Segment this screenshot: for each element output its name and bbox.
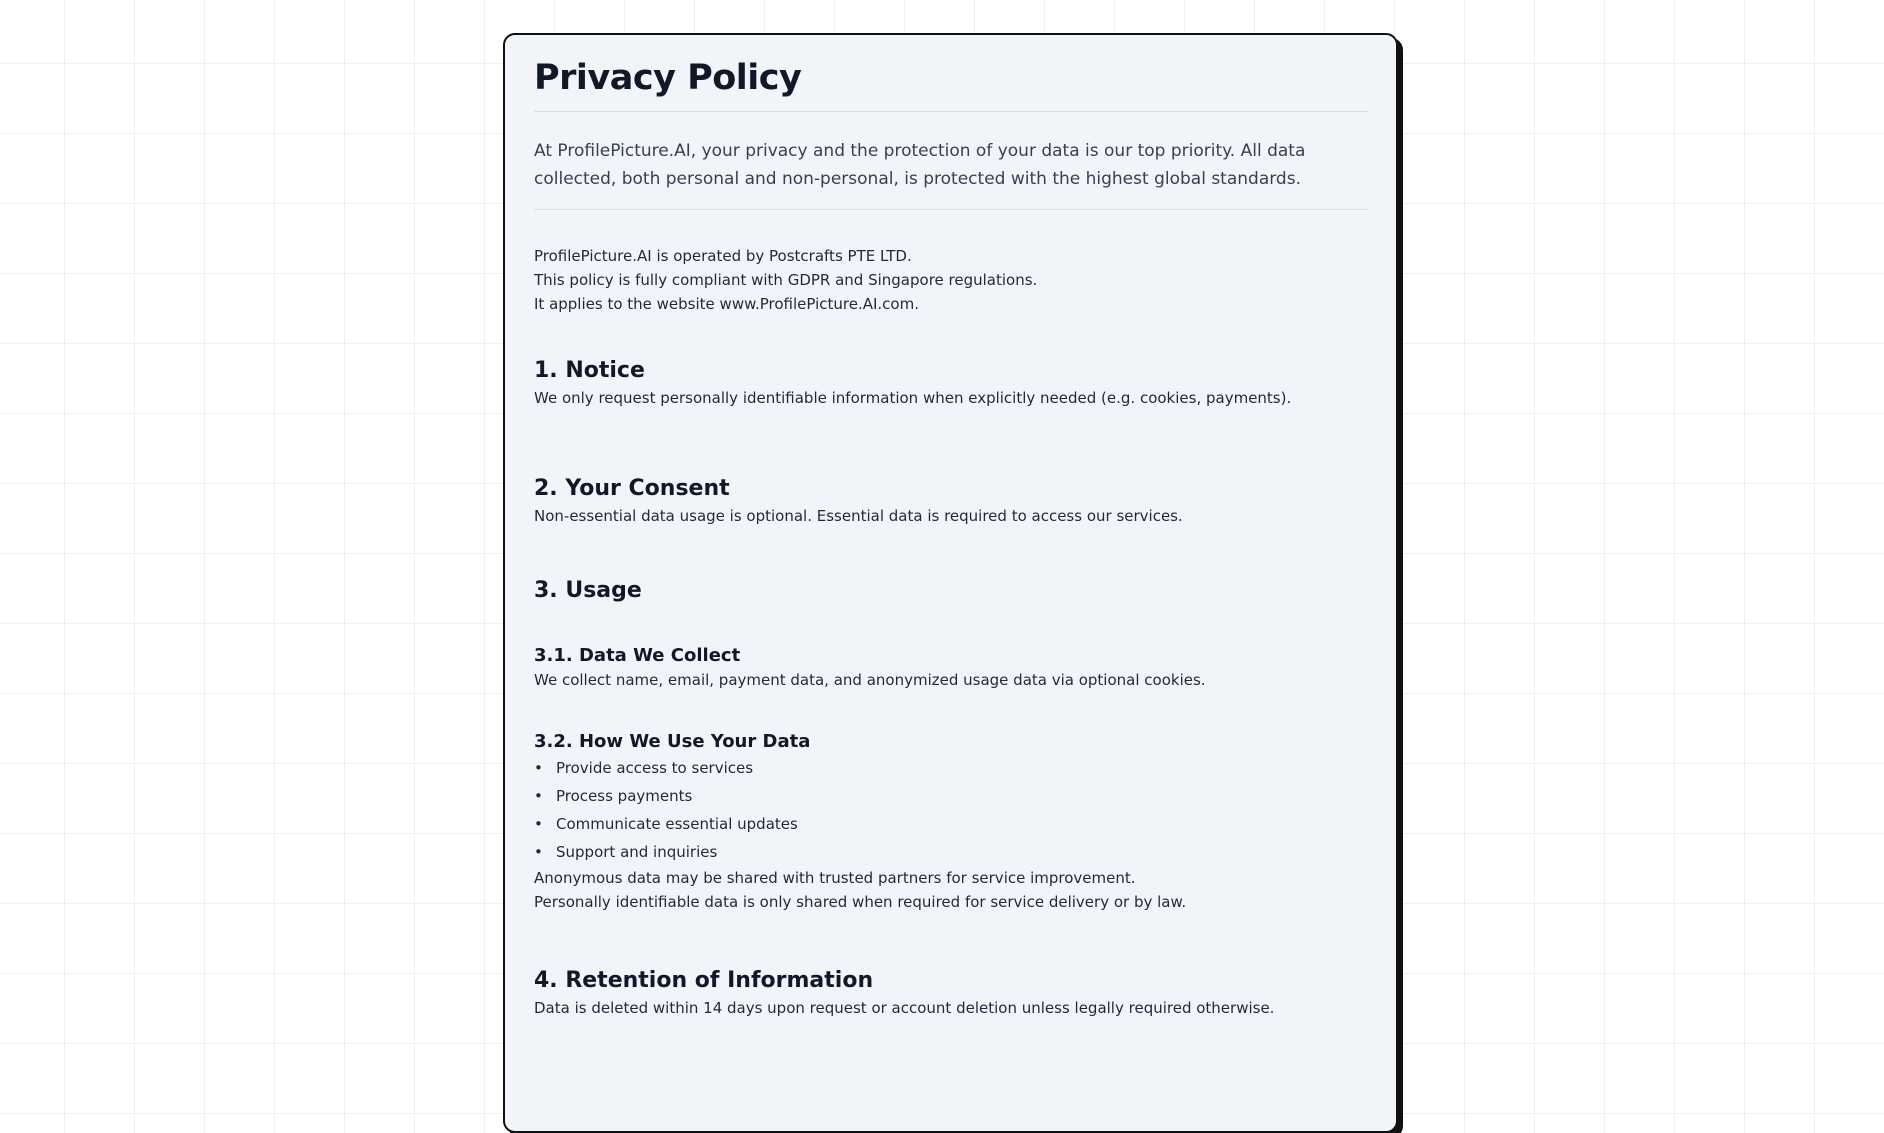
compliance-line: This policy is fully compliant with GDPR and Singapore regulations. [534, 271, 1038, 289]
operator-info [534, 244, 1368, 316]
bullet-icon: • [534, 843, 543, 861]
subsection-heading-data-we-collect: 3.1. Data We Collect [534, 645, 741, 666]
pii-sharing-note: Personally identifiable data is only shared when required for service delivery or by law. [534, 893, 1187, 911]
section-heading-usage: 3. Usage [534, 578, 642, 603]
list-item-text: Provide access to services [556, 759, 754, 777]
subsection-body-data-we-collect: We collect name, email, payment data, and anonymized usage data via optional cookies. [534, 671, 1206, 689]
list-item-text: Process payments [556, 787, 693, 805]
page-title: Privacy Policy [534, 58, 802, 98]
bullet-icon: • [534, 759, 543, 777]
list-item-text: Communicate essential updates [556, 815, 798, 833]
section-heading-consent: 2. Your Consent [534, 476, 730, 501]
list-item [534, 782, 1368, 810]
intro-paragraph: At ProfilePicture.AI, your privacy and the protection of your data is our top priority. All data collected, both personal and non-personal, is protected with the highest global standards. [534, 141, 1306, 189]
subsection-heading-how-we-use: 3.2. How We Use Your Data [534, 731, 811, 752]
operator-line: ProfilePicture.AI is operated by Postcrafts PTE LTD. [534, 247, 912, 265]
bullet-icon: • [534, 787, 543, 805]
title-divider [534, 111, 1368, 112]
list-item-text: Support and inquiries [556, 843, 718, 861]
section-body-notice: We only request personally identifiable information when explicitly needed (e.g. cookies, payments). [534, 389, 1292, 407]
usage-list [534, 754, 1368, 866]
intro-divider [534, 209, 1368, 210]
section-body-consent: Non-essential data usage is optional. Essential data is required to access our services. [534, 507, 1183, 525]
anonymous-sharing-note: Anonymous data may be shared with trusted partners for service improvement. [534, 869, 1136, 887]
section-body-retention: Data is deleted within 14 days upon request or account deletion unless legally required otherwise. [534, 999, 1275, 1017]
section-heading-notice: 1. Notice [534, 358, 645, 383]
privacy-policy-card [503, 33, 1398, 1133]
website-line: It applies to the website www.ProfilePicture.AI.com. [534, 295, 919, 313]
list-item [534, 810, 1368, 838]
bullet-icon: • [534, 815, 543, 833]
list-item [534, 838, 1368, 866]
section-heading-retention: 4. Retention of Information [534, 968, 874, 993]
sharing-notes [534, 866, 1368, 914]
list-item [534, 754, 1368, 782]
